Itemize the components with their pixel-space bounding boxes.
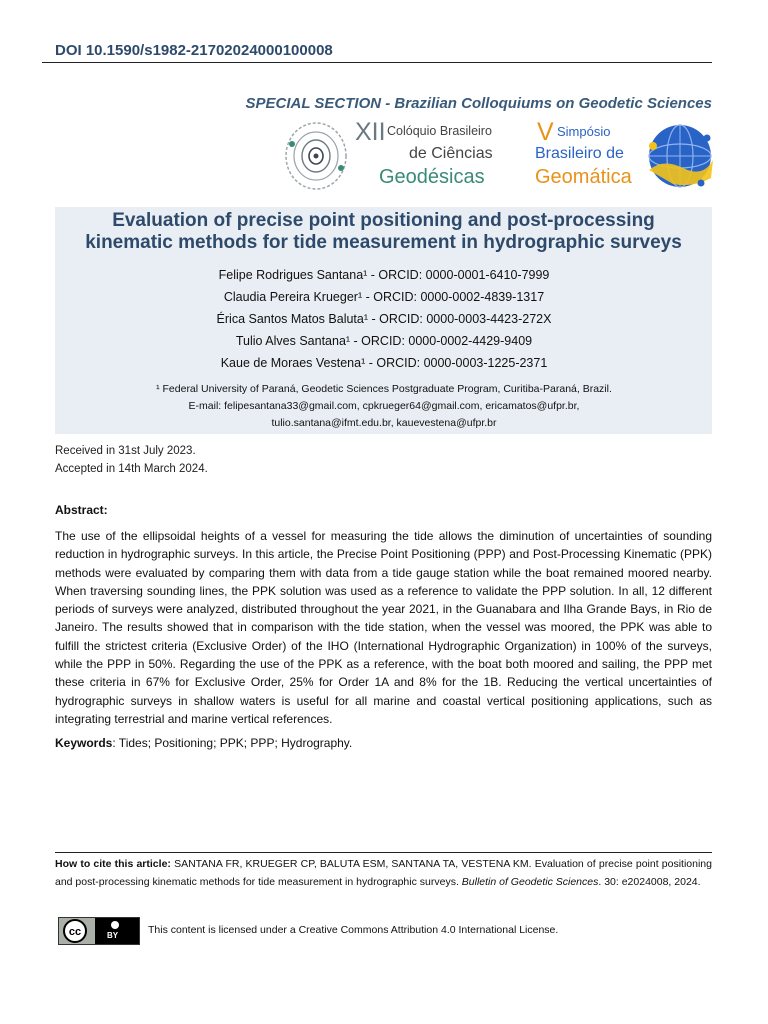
abstract-text: The use of the ellipsoidal heights of a vessel for measuring the tide allows the diminution of uncertainties of sounding reduction in hydrographic surveys. In this article, the Precise Point Positioning (PPP) and Post-Processing Kinematic (PPK) methods were evaluated by comparing them with data from a tide gauge station while the boat remained moored nearby. When traversing sounding lines, the PPK solution was used as a reference to validate the PPP solution. In all, 12 different periods of surveys were analyzed, distributed throughout the year 2021, in the Guanabara and Ilha Grande Bays, in Rio de Janeiro. The results showed that in comparison with the tide station, when the vessel was moored, the PPK was able to fulfill the strictest criteria (Exclusive Order) of the IHO (International Hydrographic Organization) in 100% of the surveys, while the PPP in 50%. Regarding the use of the PPK as a reference, with the boat both moored and sailing, the PPP met these criteria in 67% for Exclusive Order, 25% for Order 1A and 8% for the 1B. Reducing the vertical uncertainties of hydrographic surveys in shallow waters is useful for all marine and coastal vertical positioning applications, such as integrating terrestrial and marine vertical references.: [55, 529, 712, 726]
paper-title-line1: Evaluation of precise point positioning and post-processing: [112, 210, 655, 231]
author-3: Érica Santos Matos Baluta¹ - ORCID: 0000-0003-4423-272X: [216, 312, 552, 326]
keywords-label: Keywords: [55, 736, 113, 750]
globe-icon: [643, 118, 715, 192]
author-1: Felipe Rodrigues Santana¹ - ORCID: 0000-0001-6410-7999: [218, 268, 550, 282]
dates-block: [55, 442, 208, 478]
keywords: [55, 736, 352, 750]
author-4: Tulio Alves Santana¹ - ORCID: 0000-0002-4429-9409: [235, 334, 533, 348]
received-date: Received in 31st July 2023.: [55, 445, 196, 457]
cc-by-text: BY: [107, 931, 119, 940]
sbg-line1: Simpósio: [557, 124, 611, 139]
section-title: SPECIAL SECTION - Brazilian Colloquiums on Geodetic Sciences: [245, 95, 712, 112]
paper-title: [55, 210, 712, 254]
citation-block: [55, 856, 712, 891]
sbg-logo: [533, 118, 715, 194]
author-5: Kaue de Moraes Vestena¹ - ORCID: 0000-0003-1225-2371: [220, 356, 548, 370]
sbg-number: V: [537, 118, 554, 146]
sbg-line3: Geomática: [535, 166, 632, 188]
cbcg-emblem-icon: [283, 118, 349, 194]
top-divider: [42, 62, 712, 63]
accepted-date: Accepted in 14th March 2024.: [55, 463, 208, 475]
cc-icon: [59, 918, 139, 944]
event-logos: [283, 118, 715, 194]
cbcg-number: XII: [355, 118, 386, 146]
keywords-list: : Tides; Positioning; PPK; PPP; Hydrography.: [112, 736, 353, 750]
affiliation: ¹ Federal University of Paraná, Geodetic Sciences Postgraduate Program, Curitiba-Paraná, Brazil.: [156, 383, 612, 395]
cbcg-line3: Geodésicas: [379, 166, 485, 188]
cite-label: How to cite this article:: [55, 858, 171, 870]
abstract-heading: Abstract:: [55, 503, 108, 517]
bottom-divider: [55, 852, 712, 853]
cbcg-line1: Colóquio Brasileiro: [387, 124, 492, 138]
email-line-1: E-mail: felipesantana33@gmail.com, cpkrueger64@gmail.com, ericamatos@ufpr.br,: [188, 400, 580, 412]
paper-title-line2: kinematic methods for tide measurement in hydrographic surveys: [85, 232, 682, 253]
cite-journal: Bulletin of Geodetic Sciences: [461, 875, 599, 888]
cc-by-badge[interactable]: [58, 917, 140, 945]
sbg-line2: Brasileiro de: [535, 145, 624, 162]
cite-text: SANTANA FR, KRUEGER CP, BALUTA ESM, SANTANA TA, VESTENA KM. Evaluation of precise point positioning and post-processing kinematic methods for tide measurement in hydrographic surveys.: [55, 858, 712, 888]
cbcg-line2: de Ciências: [409, 145, 493, 162]
cbcg-logo: [283, 118, 493, 194]
author-2: Claudia Pereira Krueger¹ - ORCID: 0000-0002-4839-1317: [223, 290, 545, 304]
doi-text: DOI 10.1590/s1982-21702024000100008: [55, 42, 333, 59]
license-text: This content is licensed under a Creative Commons Attribution 4.0 International License.: [148, 924, 559, 936]
email-line-2: tulio.santana@ifmt.edu.br, kauevestena@ufpr.br: [271, 417, 497, 429]
svg-text:cc: cc: [68, 926, 82, 938]
cite-end: . 30: e2024008, 2024.: [598, 875, 701, 888]
